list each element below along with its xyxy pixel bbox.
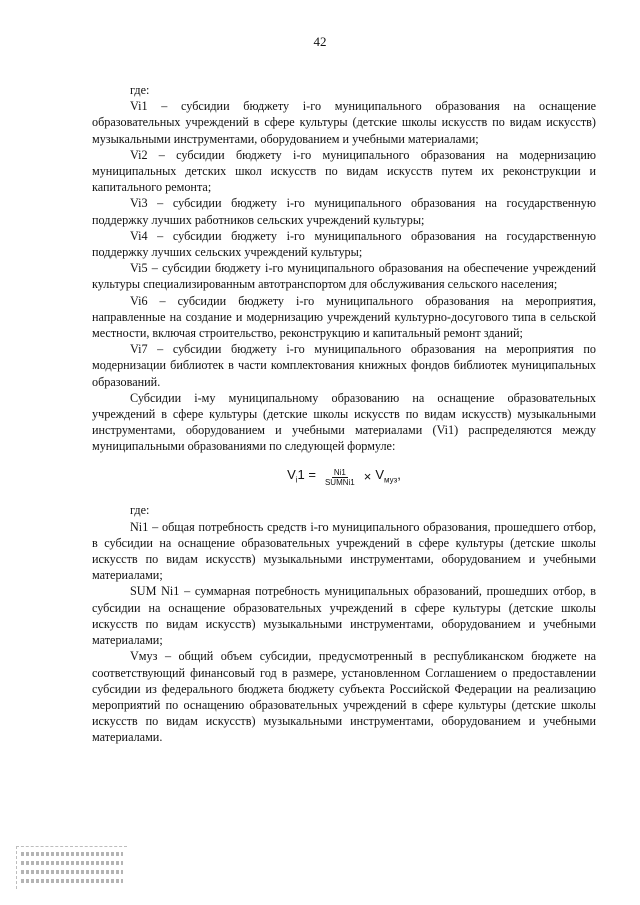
formula-rhs: $V_{муз}$,	[375, 466, 401, 485]
paragraph-sum-ni1: SUM Ni1 – суммарная потребность муниципальных образований, прошедших отбор, в субсидии на оснащение образовательных учреждений в сфере культуры (детские школы искусств по видам искусств) музыкальными инструментами, оборудованием и учебными материалами;	[92, 584, 596, 648]
paragraph-vi3: Vi3 – субсидии бюджету i-го муниципального образования на государственную поддержку лучших работников сельских учреждений культуры;	[92, 196, 596, 227]
paragraph-vi6: Vi6 – субсидии бюджету i-го муниципального образования на мероприятия, направленные на создание и модернизацию учреждений культурно-досугового типа в сельской местности, включая строительство, реконструкцию и капитальный ремонт зданий;	[92, 293, 596, 341]
paragraph-vi4: Vi4 – субсидии бюджету i-го муниципального образования на государственную поддержку лучших сельских учреждений культуры;	[92, 228, 596, 260]
formula-numerator: Ni1	[333, 468, 346, 478]
formula-denominator: SUMNi1	[324, 478, 355, 488]
formula-fraction	[323, 468, 357, 487]
paragraph-vi1: Vi1 – субсидии бюджету i-го муниципального образования на оснащение образовательных учреждений в сфере культуры (детские школы искусств по видам искусств) музыкальными инструментами, оборудованием и учебными материалами;	[92, 99, 596, 146]
formula-times: ×	[363, 469, 372, 485]
paragraph-vmuz: Vмуз – общий объем субсидии, предусмотренный в республиканском бюджете на соответствующий финансовый год в размере, установленном Соглашением о предоставлении субсидии из федерального бюджета бюджету субъекта Российской Федерации на реализацию мероприятий по оснащению образовательных учреждений в сфере культуры (детские школы искусств по видам искусств) музыкальными инструментами, оборудованием и учебными материалами.	[92, 649, 596, 745]
formula	[92, 467, 596, 489]
paragraph-vi2: Vi2 – субсидии бюджету i-го муниципального образования на модернизацию муниципальных детских школ искусств по видам искусств путем их реконструкции и капитального ремонта;	[92, 147, 596, 195]
faded-stamp	[16, 846, 127, 889]
paragraph-distribution: Субсидии i-му муниципальному образованию на оснащение образовательных учреждений в сфере культуры (детские школы искусств по видам искусств) музыкальными инструментами, оборудованием и учебными материалами (Vi1) распределяются между муниципальными образованиями по следующей формуле:	[92, 390, 596, 454]
where-label-2: где:	[130, 503, 150, 518]
formula-lhs: $V_i1$ =	[287, 466, 316, 485]
where-label: где:	[130, 83, 150, 97]
document-body	[92, 82, 596, 746]
paragraph-vi5: Vi5 – субсидии бюджету i-го муниципального образования на обеспечение учреждений культуры специализированным автотранспортом для обслуживания сельского населения;	[92, 261, 596, 292]
page-number: 42	[313, 34, 327, 49]
paragraph-ni1: Ni1 – общая потребность средств i-го муниципального образования, прошедшего отбор, в субсидии на оснащение образовательных учреждений в сфере культуры (детские школы искусств по видам искусств) музыкальными инструментами, оборудованием и учебными материалами;	[92, 519, 596, 583]
paragraph-vi7: Vi7 – субсидии бюджету i-го муниципального образования на мероприятия по модернизации библиотек в части комплектования книжных фондов библиотек муниципальных образований.	[92, 342, 596, 389]
